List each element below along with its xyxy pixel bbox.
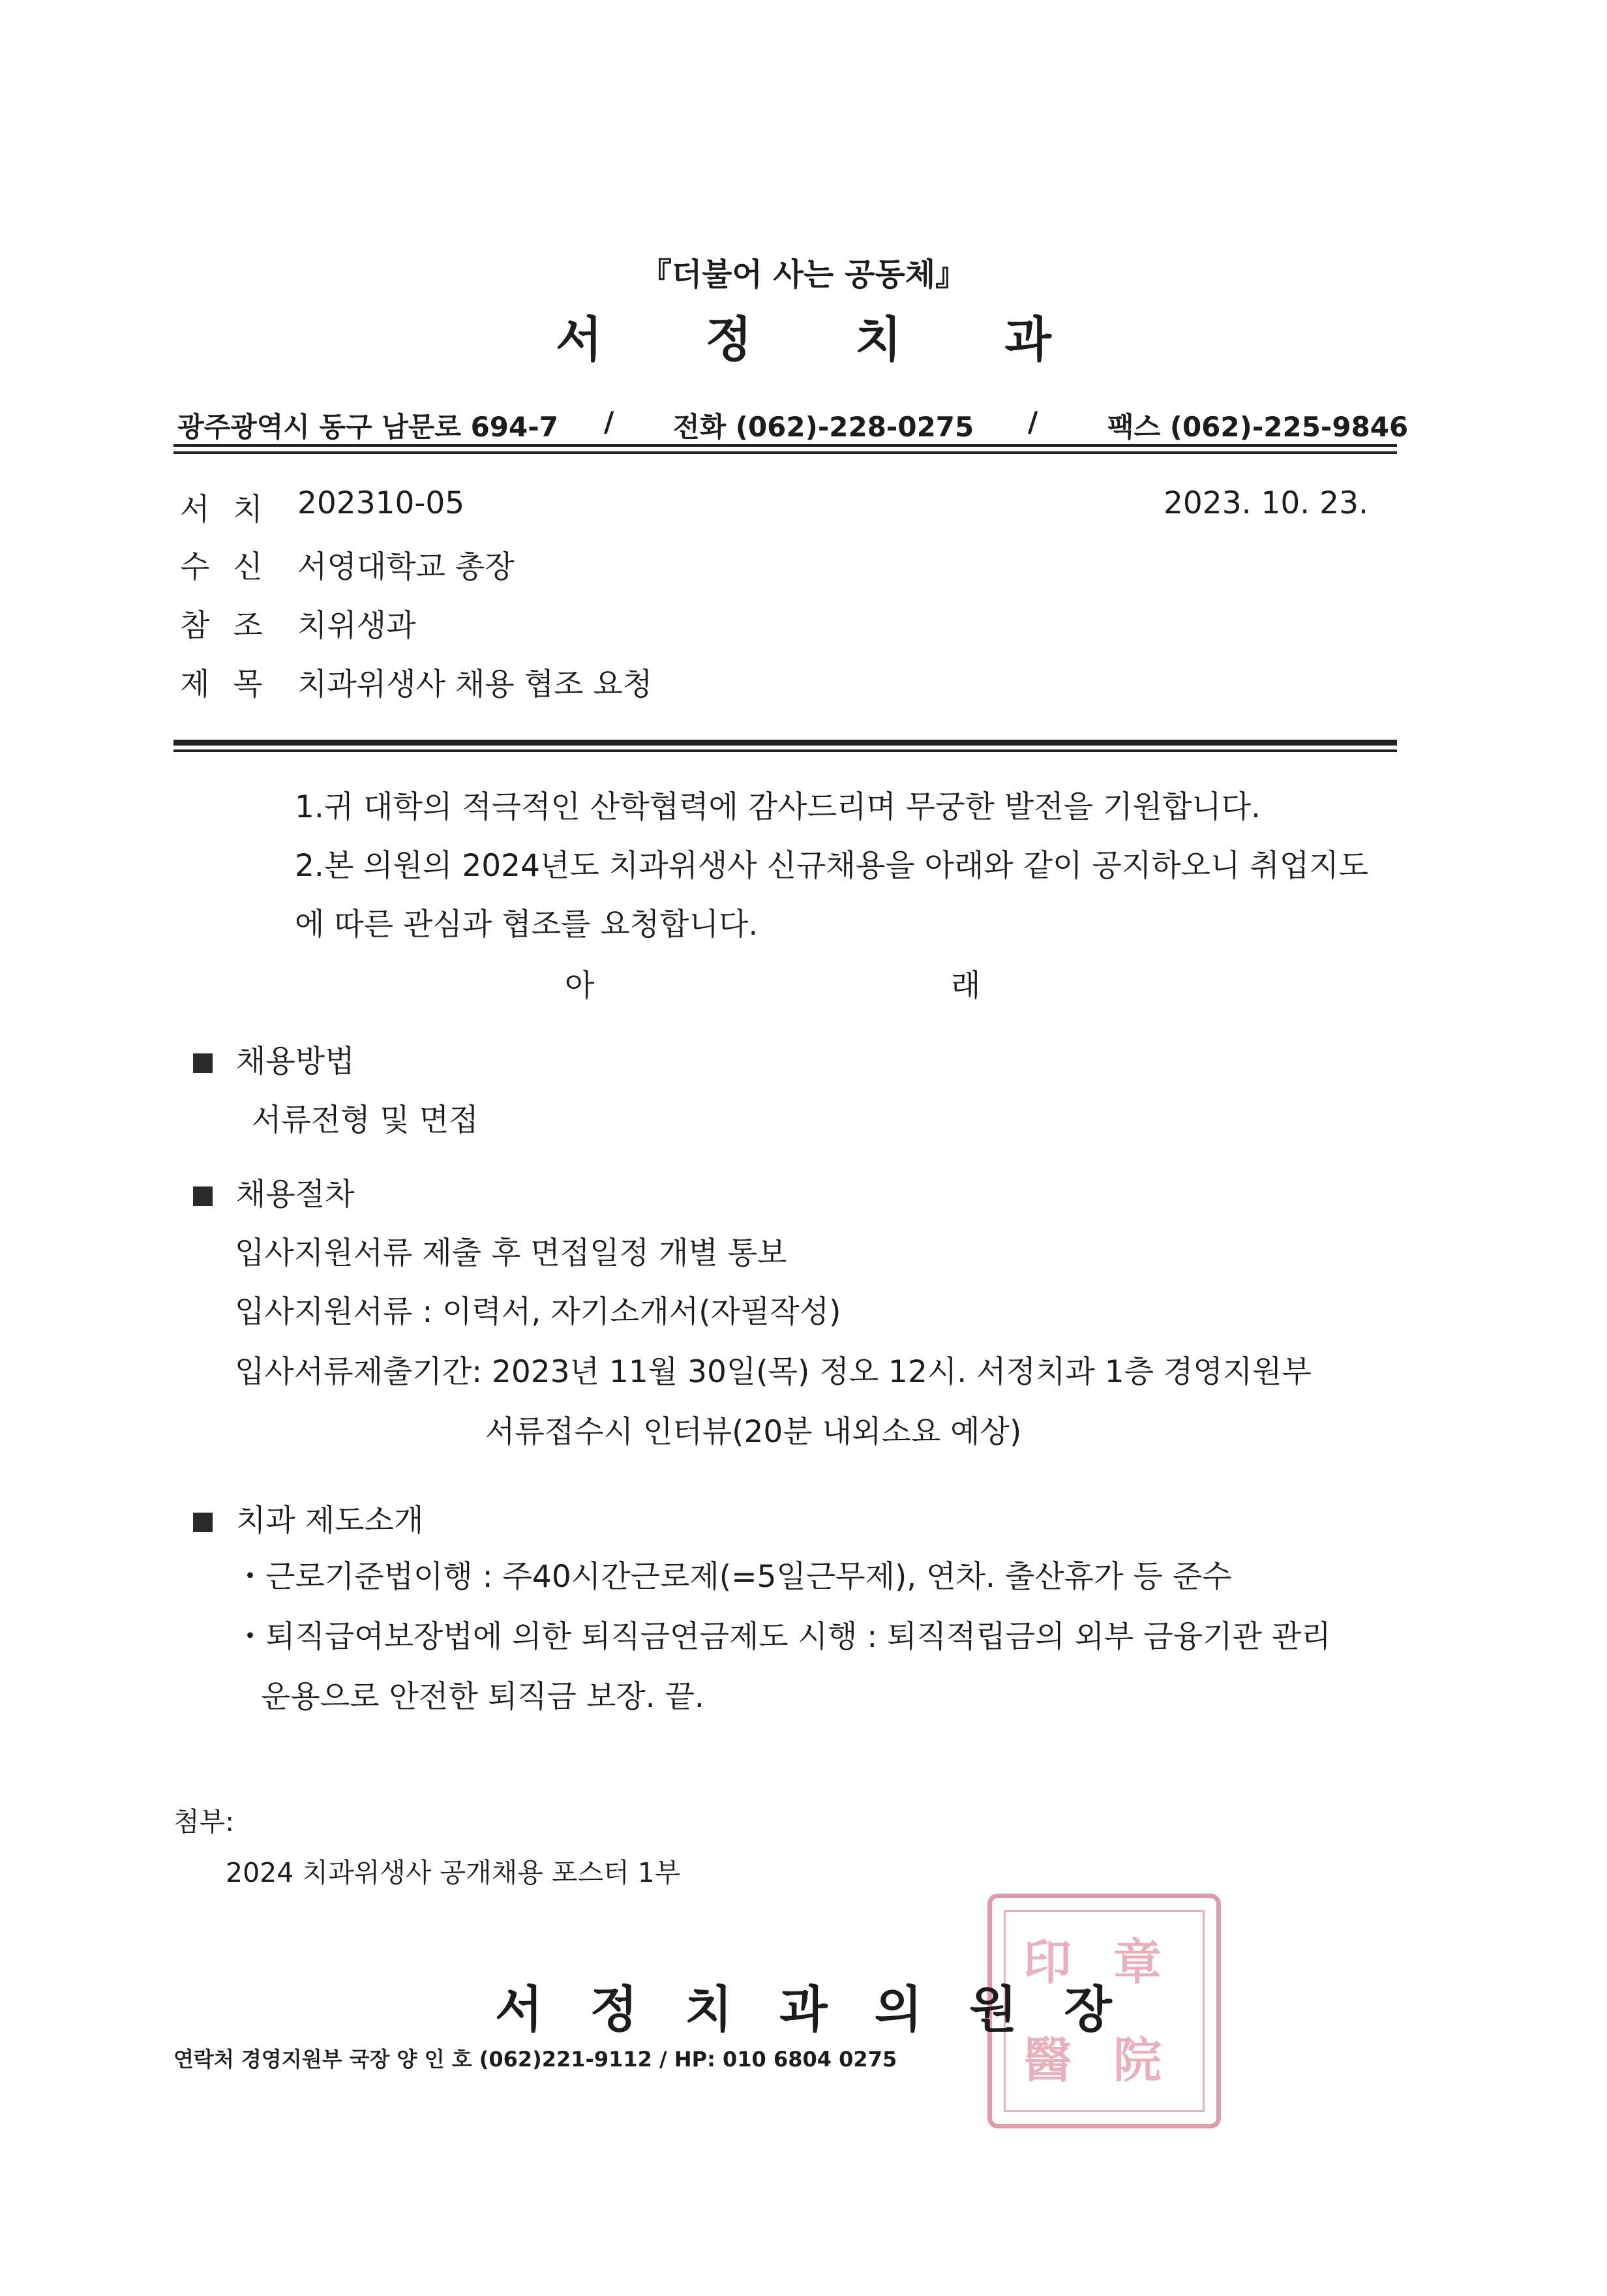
procedure-line-1: 입사지원서류 제출 후 면접일정 개별 통보: [235, 1235, 787, 1271]
square-bullet-icon: [193, 1186, 213, 1206]
address: 광주광역시 동구 남문로 694-7: [177, 411, 558, 443]
attachment-label: 첨부:: [173, 1806, 235, 1837]
attachment-item: 2024 치과위생사 공개채용 포스터 1부: [226, 1857, 681, 1888]
square-bullet-icon: [193, 1053, 213, 1073]
square-bullet-icon: [193, 1513, 213, 1532]
section-heading-method: [193, 1037, 355, 1081]
paragraph-2-line-2: 에 따른 관심과 협조를 요청합니다.: [295, 907, 758, 943]
seal-glyph: 醫: [1023, 2032, 1072, 2089]
fax-number: 팩스 (062)-225-9846: [1107, 411, 1409, 443]
contact-footer: 연락처 경영지원부 국장 양 인 호 (062)221-9112 / HP: 010 6804 0275: [173, 2047, 897, 2072]
doc-number: 202310-05: [297, 485, 465, 521]
signature-title: 서정치과의원장: [495, 1980, 1159, 2038]
reference: 치위생과: [297, 608, 416, 644]
seal-glyph: 章: [1113, 1935, 1162, 1991]
meta-rule-top: [173, 740, 1397, 746]
section-heading-procedure: [193, 1170, 355, 1214]
recipient-label: 수신: [180, 549, 286, 585]
meta-rule-bottom: [173, 749, 1397, 752]
header-rule-bottom: [173, 451, 1397, 454]
phone-number: 전화 (062)-228-0275: [673, 411, 974, 443]
system-line-1: ・근로기준법이행 : 주40시간근로제(=5일근무제), 연차. 출산휴가 등 준수: [235, 1559, 1232, 1595]
method-detail: 서류전형 및 면접: [252, 1102, 479, 1138]
separator: /: [604, 406, 614, 438]
recipient: 서영대학교 총장: [297, 549, 515, 585]
seal-glyph: 印: [1023, 1935, 1072, 1991]
below-heading-left: 아: [565, 968, 595, 1004]
procedure-line-3: 입사서류제출기간: 2023년 11월 30일(목) 정오 12시. 서정치과 1층 경영지원부: [235, 1354, 1312, 1390]
procedure-line-2: 입사지원서류 : 이력서, 자기소개서(자필작성): [235, 1294, 841, 1330]
paragraph-1: 1.귀 대학의 적극적인 산학협력에 감사드리며 무궁한 발전을 기원합니다.: [295, 789, 1261, 825]
separator: /: [1028, 406, 1038, 438]
section-title: 치과 제도소개: [236, 1503, 424, 1539]
below-heading-right: 래: [951, 968, 981, 1004]
section-title: 채용방법: [236, 1044, 355, 1080]
seal-glyph: 院: [1113, 2032, 1162, 2089]
doc-number-label: 서치: [180, 492, 286, 528]
procedure-line-4: 서류접수시 인터뷰(20분 내외소요 예상): [485, 1414, 1022, 1450]
subject-label: 제목: [180, 667, 286, 702]
system-line-3: 운용으로 안전한 퇴직금 보장. 끝.: [261, 1679, 704, 1715]
doc-date: 2023. 10. 23.: [1164, 485, 1368, 521]
slogan: 『더불어 사는 공동체』: [640, 256, 967, 293]
system-line-2: ・퇴직급여보장법에 의한 퇴직금연금제도 시행 : 퇴직적립금의 외부 금융기관 관리: [235, 1619, 1331, 1655]
paragraph-2-line-1: 2.본 의원의 2024년도 치과위생사 신규채용을 아래와 같이 공지하오니 취업지도: [295, 848, 1369, 884]
header-rule-top: [173, 444, 1397, 447]
organization-title: 서정치과: [556, 312, 1154, 368]
subject: 치과위생사 채용 협조 요청: [297, 667, 653, 702]
section-heading-system: [193, 1496, 423, 1540]
reference-label: 참조: [180, 608, 286, 644]
section-title: 채용절차: [236, 1177, 355, 1213]
